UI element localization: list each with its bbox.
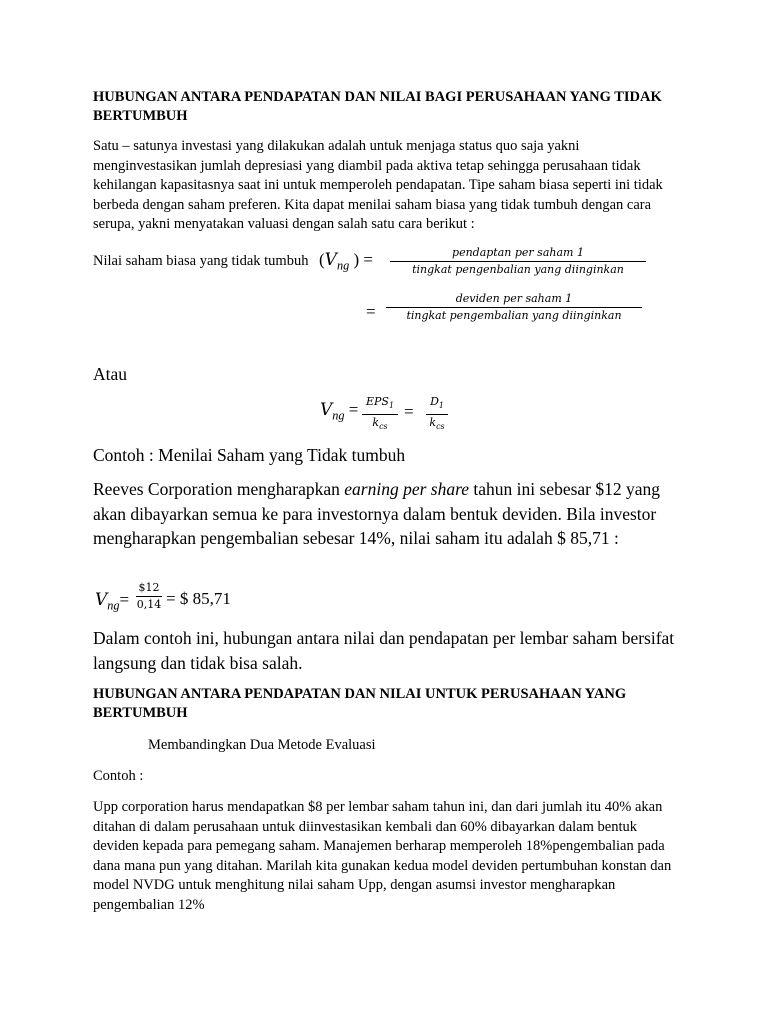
formula3-numerator: $12 (138, 581, 160, 594)
formula2-fraction-d: $D_1$ $k_{cs}$ (426, 395, 448, 434)
formula3-vng: $V_{ng}=$ (95, 590, 130, 613)
formula3-fraction (136, 581, 162, 612)
formula1-numerator-2: deviden per saham 1 (455, 292, 573, 305)
formula1-fraction-2 (386, 292, 642, 323)
formula1-denominator-2: tingkat pengembalian yang diinginkan (406, 309, 622, 322)
subheading-methods: Membandingkan Dua Metode Evaluasi (148, 737, 376, 753)
final-paragraph: Upp corporation harus mendapatkan $8 per lembar saham tahun ini, dan dari jumlah itu 40% akan ditahan di dalam perusahaan untuk diinvestasikan kembali dan 60% dibayarkan dalam bentuk deviden kepada para pemegang saham. Manajemen berharap memperoleh 18%pengembalian pada dana mana pun yang ditahan. Marilah kita gunakan kedua model deviden pertumbuhan konstan dan model NVDG untuk menghitung nilai saham Upp, dengan asumsi investor mengharapkan pengembalian 12% (93, 799, 672, 913)
formula3-denominator: 0,14 (136, 598, 162, 611)
heading-non-growth: HUBUNGAN ANTARA PENDAPATAN DAN NILAI BAGI PERUSAHAAN YANG TIDAK BERTUMBUH (93, 89, 662, 124)
fraction-bar (362, 414, 398, 415)
formula1-equals: = (366, 302, 376, 321)
formula2-fraction-eps: $EPS_1$ $k_{cs}$ (362, 395, 398, 434)
fraction-bar (426, 414, 448, 415)
atau-label: Atau (93, 364, 128, 384)
fraction-bar (390, 261, 646, 262)
fraction-bar (386, 307, 642, 308)
formula1-vng: ($V_{ng}$ ) = (319, 250, 373, 273)
example-paragraph: Reeves Corporation mengharapkan earning per share tahun ini sebesar $12 yang akan dibayarkan semua ke para investornya dalam bentuk deviden. Bila investor mengharapkan pengembalian sebesar 14%, nilai saham itu adalah $ 85,71 : (93, 479, 661, 548)
fraction-bar (136, 596, 162, 597)
heading-growth: HUBUNGAN ANTARA PENDAPATAN DAN NILAI UNTUK PERUSAHAAN YANG BERTUMBUH (93, 686, 627, 721)
formula2-equals: = (404, 402, 414, 421)
formula1-label: Nilai saham biasa yang tidak tumbuh (93, 253, 309, 269)
intro-paragraph: Satu – satunya investasi yang dilakukan adalah untuk menjaga status quo saja yakni menginvestasikan jumlah depresiasi yang diambil pada aktiva tetap sehingga perusahaan tidak kehilangan kapasitasnya saat ini untuk memperoleh pendapatan. Tipe saham biasa seperti ini tidak berbeda dengan saham preferen. Kita dapat menilai saham biasa yang tidak tumbuh dengan cara serupa, yakni menyatakan valuasi dengan salah satu cara berikut : (93, 138, 663, 232)
formula1-numerator-1: pendaptan per saham 1 (452, 246, 584, 259)
formula1-fraction-1 (390, 246, 646, 277)
formula2-vng: $V_{ng}$ = (320, 400, 359, 423)
contoh-label: Contoh : (93, 768, 144, 784)
conclusion-paragraph: Dalam contoh ini, hubungan antara nilai dan pendapatan per lembar saham bersifat langsung dan tidak bisa salah. (93, 628, 675, 673)
example-title: Contoh : Menilai Saham yang Tidak tumbuh (93, 445, 406, 465)
formula1-denominator-1: tingkat pengenbalian yang diinginkan (412, 263, 624, 276)
formula3-result: = $ 85,71 (166, 589, 231, 608)
